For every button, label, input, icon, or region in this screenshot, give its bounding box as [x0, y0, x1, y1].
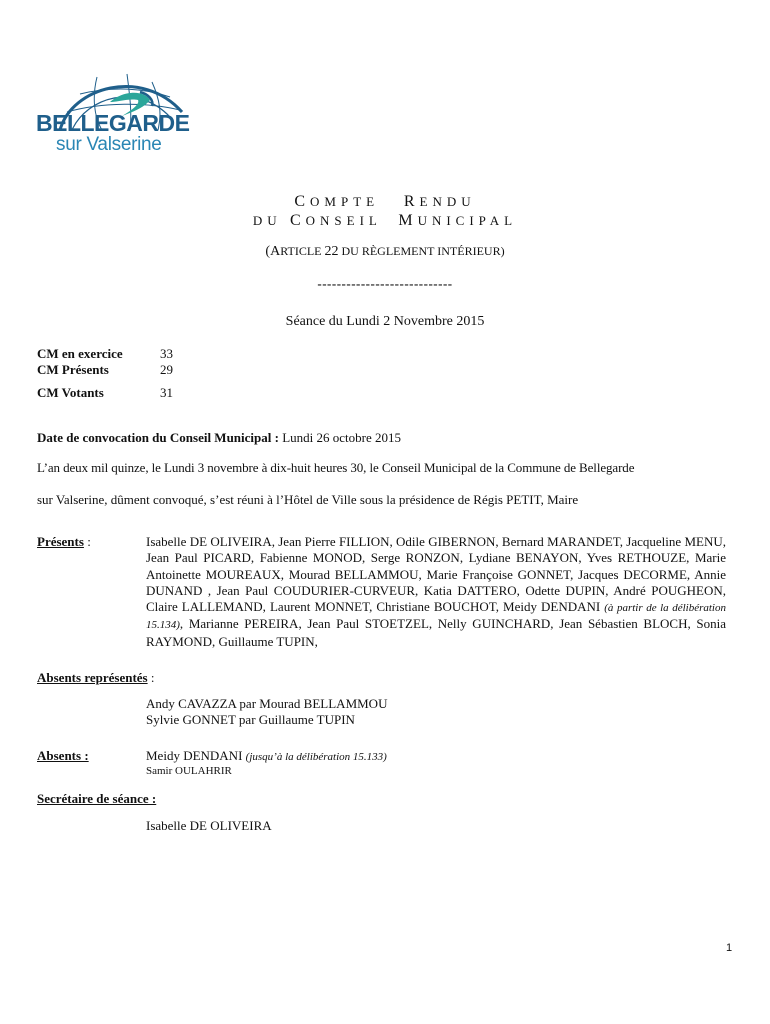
title-word: ENDU: [419, 194, 476, 209]
presents-heading: [37, 534, 91, 550]
absent-item: Samir OULAHRIR: [146, 765, 232, 777]
title-word: DU: [252, 213, 290, 228]
convocation-label: Date de convocation du Conseil Municipal :: [37, 430, 279, 445]
secretaire-label: Secrétaire de séance :: [37, 791, 157, 806]
subtitle-word: RTICLE: [280, 244, 325, 258]
title-conseil-municipal: [0, 212, 770, 230]
absent-item: [146, 748, 387, 764]
intro-line-1: L’an deux mil quinze, le Lundi 3 novembre à dix-huit heures 30, le Conseil Municipal de la Commune de Bellegarde: [37, 460, 635, 475]
absent-name: Meidy DENDANI: [146, 748, 246, 763]
subtitle-word: DU RÈGLEMENT INTÉRIEUR): [338, 244, 505, 258]
cm-votants-value: 31: [160, 385, 173, 400]
subtitle-article: [0, 244, 770, 260]
title-initial: M: [398, 212, 418, 229]
logo-text-sur-valserine: sur Valserine: [56, 134, 162, 155]
presents-names-a: Isabelle DE OLIVEIRA, Jean Pierre FILLION, Odile GIBERNON, Bernard MARANDET, Jacqueline MENU, Jean Paul PICARD, Fabienne MONOD, Serge RONZON, Lydiane BENAYON, Yves RETHOUZE, Marie Antoinette MOUREAUX, Mourad BELLAMMOU, Marie Françoise GONNET, Jacques DECORME, Annie DUNAND , Jean Paul COUDURIER-CURVEUR, Katia DATTERO, Odette DUPIN, André POUGHEON, Claire LALLEMAND, Laurent MONNET, Christiane BOUCHOT, Meidy DENDANI: [146, 534, 726, 615]
title-initial: R: [403, 193, 420, 210]
title-word: OMPTE: [310, 194, 380, 209]
cm-presents-label: CM Présents: [37, 362, 109, 377]
cm-exercice-value: 33: [160, 346, 173, 361]
cm-exercice-label: CM en exercice: [37, 346, 123, 361]
title-initial: C: [294, 193, 311, 210]
absents-representes-heading: [37, 670, 154, 686]
presents-label-suffix: :: [83, 534, 91, 549]
title-word: ONSEIL: [305, 213, 382, 228]
title-compte-rendu: [0, 193, 770, 211]
title-initial: C: [289, 212, 306, 229]
absents-representes-label: Absents représentés: [37, 670, 148, 685]
absent-represente-item: Sylvie GONNET par Guillaume TUPIN: [146, 712, 355, 727]
intro-line-2: sur Valserine, dûment convoqué, s’est réuni à l’Hôtel de Ville sous la présidence de Régis PETIT, Maire: [37, 492, 579, 507]
secretaire-name: Isabelle DE OLIVEIRA: [146, 818, 272, 833]
absent-note: (jusqu’à la délibération 15.133): [245, 751, 387, 763]
title-word: UNICIPAL: [417, 213, 518, 228]
presents-label: Présents: [37, 534, 84, 549]
seance-date: Séance du Lundi 2 Novembre 2015: [285, 314, 485, 329]
bellegarde-logo: [30, 72, 200, 162]
absents-representes-suffix: :: [147, 670, 155, 685]
presents-list: [146, 534, 726, 650]
cm-votants-label: CM Votants: [37, 385, 104, 400]
logo-text-bellegarde: BELLEGARDE: [36, 110, 190, 136]
subtitle-number: 22: [324, 244, 339, 259]
separator-dashes: ----------------------------: [317, 276, 453, 291]
presents-note: (à partir de la délibération 15.134): [146, 602, 726, 632]
convocation-line: [37, 430, 727, 446]
convocation-value: Lundi 26 octobre 2015: [278, 430, 402, 445]
page-number: 1: [726, 942, 733, 954]
cm-presents-value: 29: [160, 362, 173, 377]
absent-represente-item: Andy CAVAZZA par Mourad BELLAMMOU: [146, 696, 388, 711]
absents-label: Absents :: [37, 748, 89, 763]
subtitle-initial: (A: [265, 244, 281, 259]
presents-names-b: , Marianne PEREIRA, Jean Paul STOETZEL, Nelly GUINCHARD, Jean Sébastien BLOCH, Sonia RAYMOND, Guillaume TUPIN,: [146, 616, 726, 649]
